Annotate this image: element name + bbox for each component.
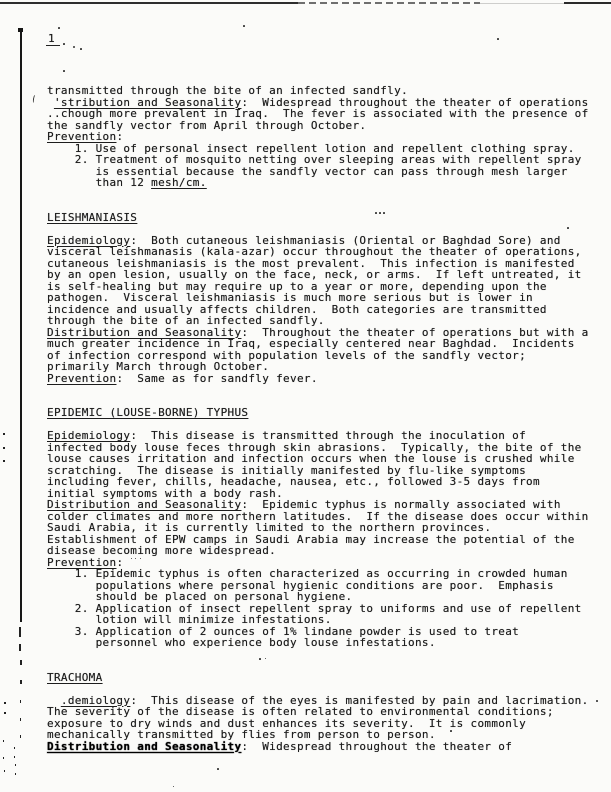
text-line bbox=[47, 649, 607, 661]
scan-speck bbox=[383, 212, 385, 214]
scan-top-edge-line bbox=[0, 2, 298, 4]
text-line: Prevention: bbox=[47, 555, 124, 569]
scan-speck bbox=[596, 700, 598, 702]
text-line: Epidemiology: This disease is transmitted through the inoculation of bbox=[47, 429, 527, 442]
text-line: initial symptoms with a body rash. bbox=[47, 486, 284, 500]
text-line: 2. Application of insect repellent spray to uniforms and use of repellent bbox=[47, 601, 582, 615]
text-line: EPIDEMIC (LOUSE-BORNE) TYPHUS bbox=[47, 406, 249, 419]
scan-artifact bbox=[4, 702, 6, 704]
scan-speck bbox=[243, 25, 245, 27]
scan-speck bbox=[375, 212, 377, 214]
text-line: 1. Epidemic typhus is often characterized as occurring in crowded human bbox=[47, 567, 568, 580]
text-line: pathogen. Visceral leishmaniasis is much more serious but is lower in bbox=[47, 291, 533, 304]
text-line: Distribution and Seasonality: Throughout the theater of operations but with a bbox=[47, 325, 589, 339]
text-line: mechanically transmitted by flies from person to person. bbox=[47, 728, 436, 741]
text-line bbox=[47, 384, 607, 396]
scan-artifact bbox=[15, 773, 16, 775]
text-line: exposure to dry winds and dust enhances its severity. It is commonly bbox=[47, 716, 527, 730]
text-line bbox=[47, 189, 607, 201]
text-line: 3. Application of 2 ounces of 1% lindane powder is used to treat bbox=[47, 624, 520, 638]
text-line: cutaneous leishmaniasis is the most prevalent. This infection is manifested bbox=[47, 256, 575, 270]
text-line: than 12 mesh/cm. bbox=[47, 176, 207, 189]
scan-artifact bbox=[4, 712, 6, 714]
text-line: Epidemiology: Both cutaneous leishmaniasis (Oriental or Baghdad Sore) and bbox=[47, 233, 561, 247]
scan-artifact bbox=[19, 644, 21, 651]
scan-speck bbox=[217, 768, 219, 770]
text-line: transmitted through the bite of an infected sandfly. bbox=[47, 84, 409, 97]
text-line: incidence and usually affects children. Both categories are transmitted bbox=[47, 302, 547, 316]
scan-artifact bbox=[3, 740, 4, 742]
text-line: Prevention: bbox=[47, 130, 124, 143]
text-line: TRACHOMA bbox=[47, 670, 103, 684]
text-line: LEISHMANIASIS bbox=[47, 210, 138, 224]
scan-artifact bbox=[14, 747, 15, 749]
text-line: should be placed on personal hygiene. bbox=[47, 590, 353, 603]
scan-speck bbox=[58, 27, 60, 29]
scan-speck bbox=[567, 227, 569, 229]
text-line bbox=[47, 660, 607, 672]
scan-top-edge-line bbox=[298, 2, 480, 4]
scan-top-edge-line bbox=[480, 3, 564, 4]
scan-left-edge-line bbox=[20, 28, 22, 622]
scan-artifact bbox=[3, 460, 5, 462]
text-line: by an open lesion, usually on the face, neck, or arms. If left untreated, it bbox=[47, 268, 582, 281]
scan-speck bbox=[497, 38, 499, 40]
text-line: .demiology: This disease of the eyes is manifested by pain and lacrimation. bbox=[60, 693, 589, 707]
text-line: populations where personal hygienic conditions are poor. Emphasis bbox=[47, 578, 554, 592]
document-lines bbox=[47, 85, 607, 752]
text-line: The severity of the disease is often related to environmental conditions; bbox=[47, 705, 554, 718]
text-line: through the bite of an infected sandfly. bbox=[47, 314, 325, 327]
page-number: 1 bbox=[46, 33, 60, 46]
text-line: visceral leishmanasis (kala-azar) occur throughout the theater of operations, bbox=[47, 245, 582, 258]
text-line: Distribution and Seasonality: Widespread throughout the theater of bbox=[47, 739, 513, 753]
text-line: Establishment of EPW camps in Saudi Arabia may increase the potential of the bbox=[47, 532, 575, 546]
text-line: ..chough more prevalent in Iraq. The fever is associated with the presence of bbox=[47, 107, 589, 120]
scan-artifact bbox=[3, 433, 5, 435]
scan-artifact bbox=[15, 764, 16, 766]
scan-speck bbox=[173, 786, 174, 787]
scan-artifact bbox=[20, 700, 21, 703]
text-line: Prevention: Same as for sandfly fever. bbox=[47, 371, 318, 385]
scan-artifact bbox=[20, 718, 21, 721]
text-line: colder climates and more northern latitudes. If the disease does occur within bbox=[47, 509, 589, 523]
scan-speck bbox=[450, 730, 452, 732]
scan-top-edge-line bbox=[564, 2, 611, 5]
text-line: the sandfly vector from April through October. bbox=[47, 118, 367, 132]
scan-artifact bbox=[19, 627, 21, 637]
text-line: infected body louse feces through skin abrasions. Typically, the bite of the bbox=[47, 440, 582, 454]
scan-speck bbox=[80, 48, 82, 50]
text-line: is self-healing but may require up to a year or more, depending upon the bbox=[47, 279, 547, 293]
scan-artifact bbox=[3, 447, 5, 449]
text-line: scratching. The disease is initially manifested by flu-like symptoms bbox=[47, 463, 527, 477]
scan-speck bbox=[73, 46, 75, 48]
scan-speck bbox=[259, 658, 261, 660]
scan-artifact bbox=[20, 735, 21, 738]
text-line: including fever, chills, headache, nausea, etc., followed 3-5 days from bbox=[47, 475, 540, 488]
scan-speck bbox=[379, 212, 381, 214]
text-line: primarily March through October. bbox=[47, 360, 270, 373]
text-line: Saudi Arabia, it is currently limited to the northern provinces. bbox=[47, 521, 492, 534]
scan-artifact bbox=[4, 770, 5, 772]
scan-artifact bbox=[20, 660, 22, 665]
text-line: louse causes irritation and infection occurs when the louse is crushed while bbox=[47, 452, 575, 465]
scan-artifact bbox=[14, 756, 15, 758]
scan-speck bbox=[63, 43, 65, 45]
text-line: is essential because the sandfly vector can pass through mesh larger bbox=[47, 164, 568, 178]
scan-speck bbox=[63, 70, 65, 72]
scan-artifact bbox=[32, 95, 36, 103]
text-line: Distribution and Seasonality: Epidemic typhus is normally associated with bbox=[47, 498, 561, 511]
text-line: much greater incidence in Iraq, especially centered near Baghdad. Incidents bbox=[47, 337, 575, 350]
text-line: 2. Treatment of mosquito netting over sleeping areas with repellent spray bbox=[47, 153, 582, 166]
text-line: personnel who experience body louse infestations. bbox=[47, 636, 436, 649]
scan-artifact bbox=[20, 680, 22, 684]
text-line: 1. Use of personal insect repellent lotion and repellent clothing spray. bbox=[47, 141, 575, 155]
text-line: disease becoming more widespread. bbox=[47, 544, 277, 557]
scan-artifact bbox=[3, 757, 4, 759]
text-line: 'stribution and Seasonality: Widespread throughout the theater of operations bbox=[53, 95, 589, 109]
text-line: of infection correspond with population levels of the sandfly vector; bbox=[47, 348, 527, 362]
text-line: lotion will minimize infestations. bbox=[47, 613, 332, 626]
